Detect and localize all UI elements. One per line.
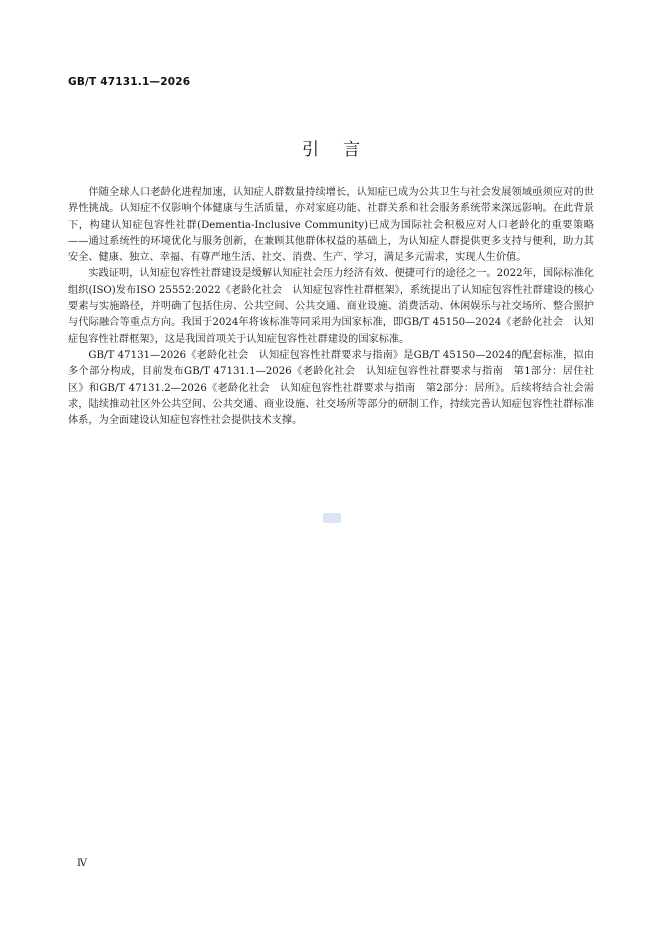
page-number: Ⅳ [77, 858, 87, 869]
document-body [68, 185, 594, 429]
paragraph-3: GB/T 47131—2026《老龄化社会 认知症包容性社群要求与指南》是GB/T 45150—2024的配套标准，拟由多个部分构成，目前发布GB/T 47131.1—2026《老龄化社会 认知症包容性社群要求与指南 第1部分：居住社区》和GB/T 47131.2—2026《老龄化社会 认知症包容性社群要求与指南 第2部分：居所》。后续将结合社会需求，陆续推动社区外公共空间、公共交通、商业设施、社交场所等部分的研制工作，持续完善认知症包容性社群标准体系，为全面建设认知症包容性社会提供技术支撑。 [68, 349, 594, 427]
section-title: 引言 [302, 140, 384, 160]
watermark-logo [323, 513, 341, 523]
paragraph-2: 实践证明，认知症包容性社群建设是缓解认知症社会压力经济有效、便捷可行的途径之一。2022年，国际标准化组织(ISO)发布ISO 25552:2022《老龄化社会 认知症包容性社群框架》，系统提出了认知症包容性社群建设的核心要素与实施路径，并明确了包括住房、公共空间、公共交通、商业设施、消费活动、休闲娱乐与社交场所、整合照护与代际融合等重点方向。我国于2024年将该标准等同采用为国家标准，即GB/T 45150—2024《老龄化社会 认知症包容性社群框架》，这是我国首项关于认知症包容性社群建设的国家标准。 [68, 268, 594, 345]
paragraph-1: 伴随全球人口老龄化进程加速，认知症人群数量持续增长，认知症已成为公共卫生与社会发展领域亟须应对的世界性挑战。认知症不仅影响个体健康与生活质量，亦对家庭功能、社群关系和社会服务系统带来深远影响。在此背景下，构建认知症包容性社群(Dementia-Inclusive Community)已成为国际社会积极应对人口老龄化的重要策略——通过系统性的环境优化与服务创新，在兼顾其他群体权益的基础上，为认知症人群提供更多支持与便利，助力其安全、健康、独立、幸福、有尊严地生活、社交、消费、生产、学习，满足多元需求，实现人生价值。 [68, 187, 594, 264]
standard-number: GB/T 47131.1—2026 [68, 76, 191, 88]
